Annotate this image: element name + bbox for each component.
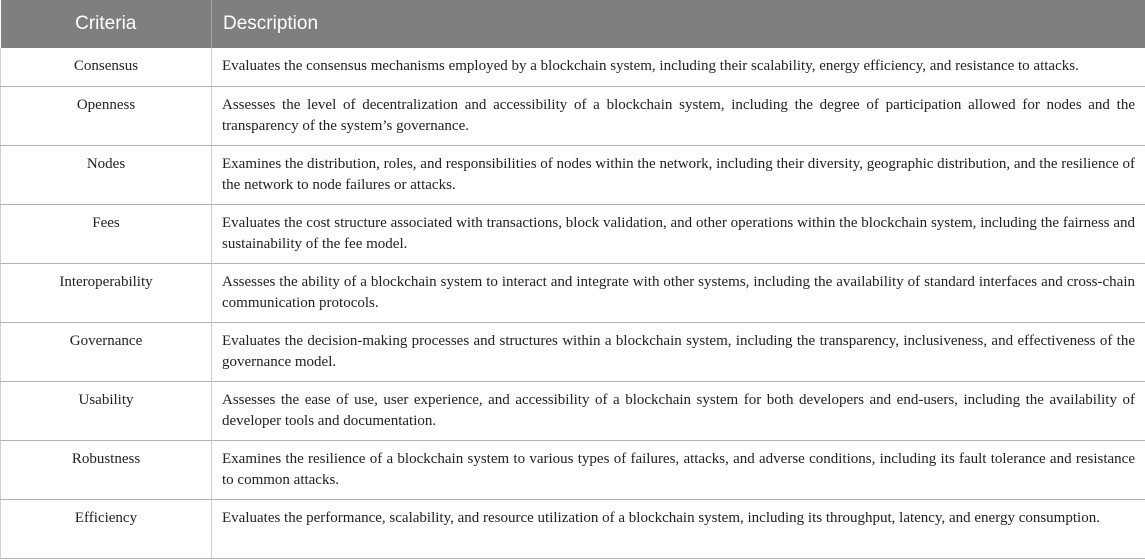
criteria-cell: Interoperability <box>1 264 212 323</box>
table-row <box>1 146 1145 205</box>
table-row <box>1 87 1145 146</box>
table-row <box>1 48 1145 87</box>
criteria-cell: Efficiency <box>1 500 212 559</box>
description-cell: Evaluates the decision-making processes and structures within a blockchain system, including the transparency, inclusiveness, and effectiveness of the governance model. <box>212 323 1145 382</box>
criteria-cell: Governance <box>1 323 212 382</box>
table-body <box>1 48 1145 559</box>
table-row <box>1 264 1145 323</box>
description-cell: Examines the distribution, roles, and responsibilities of nodes within the network, including their diversity, geographic distribution, and the resilience of the network to node failures or attacks. <box>212 146 1145 205</box>
header-row <box>1 0 1145 48</box>
criteria-cell: Usability <box>1 382 212 441</box>
table-row <box>1 205 1145 264</box>
table-header <box>1 0 1145 48</box>
header-description: Description <box>212 0 1145 48</box>
table-row <box>1 441 1145 500</box>
header-criteria: Criteria <box>1 0 212 48</box>
criteria-cell: Nodes <box>1 146 212 205</box>
table-row <box>1 323 1145 382</box>
criteria-cell: Consensus <box>1 48 212 87</box>
description-cell: Assesses the level of decentralization and accessibility of a blockchain system, including the degree of participation allowed for nodes and the transparency of the system’s governance. <box>212 87 1145 146</box>
description-cell: Assesses the ease of use, user experience, and accessibility of a blockchain system for both developers and end-users, including the availability of developer tools and documentation. <box>212 382 1145 441</box>
description-cell: Evaluates the cost structure associated with transactions, block validation, and other operations within the blockchain system, including the fairness and sustainability of the fee model. <box>212 205 1145 264</box>
criteria-cell: Openness <box>1 87 212 146</box>
criteria-cell: Robustness <box>1 441 212 500</box>
description-cell: Assesses the ability of a blockchain system to interact and integrate with other systems, including the availability of standard interfaces and cross-chain communication protocols. <box>212 264 1145 323</box>
table-row <box>1 500 1145 559</box>
description-cell: Evaluates the performance, scalability, and resource utilization of a blockchain system, including its throughput, latency, and energy consumption. <box>212 500 1145 559</box>
criteria-cell: Fees <box>1 205 212 264</box>
table-row <box>1 382 1145 441</box>
description-cell: Examines the resilience of a blockchain system to various types of failures, attacks, and adverse conditions, including its fault tolerance and resistance to common attacks. <box>212 441 1145 500</box>
description-cell: Evaluates the consensus mechanisms employed by a blockchain system, including their scalability, energy efficiency, and resistance to attacks. <box>212 48 1145 87</box>
